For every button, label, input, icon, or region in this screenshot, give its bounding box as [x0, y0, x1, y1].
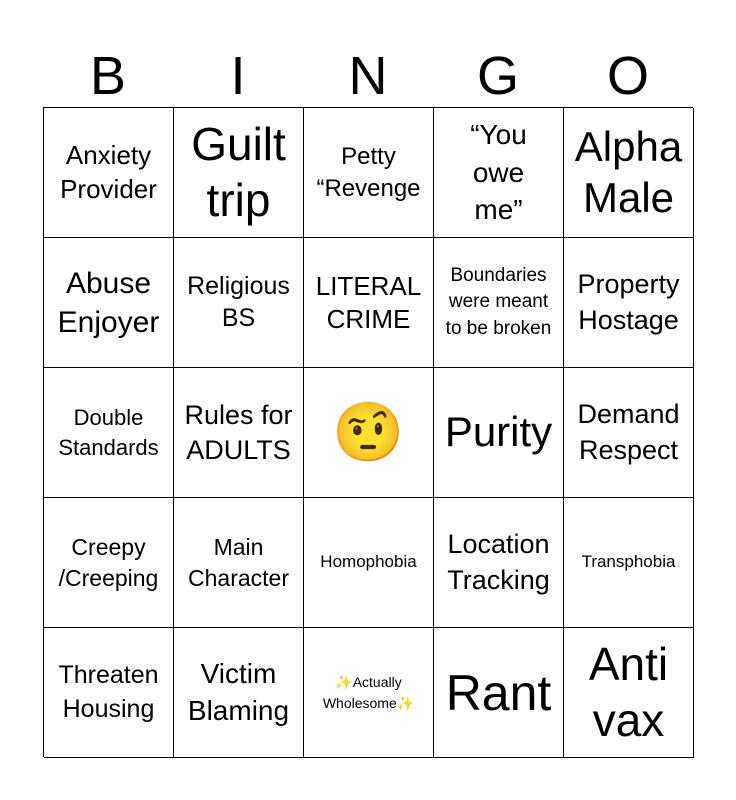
cell-label: Homophobia: [320, 552, 417, 572]
cell-label: Purity: [444, 408, 553, 456]
cell-label: “You owe me”: [470, 118, 527, 226]
bingo-cell[interactable]: [434, 238, 564, 368]
header-letter-i: I: [230, 46, 246, 106]
raised-eyebrow-emoji-icon: 🤨: [332, 399, 405, 465]
cell-label: Threaten Housing: [58, 661, 159, 723]
bingo-card: [43, 107, 693, 757]
bingo-cell[interactable]: [564, 108, 694, 238]
bingo-cell[interactable]: [434, 628, 564, 758]
bingo-cell[interactable]: [304, 108, 434, 238]
cell-label: Anti vax: [588, 638, 669, 746]
cell-label: Religious BS: [187, 272, 290, 332]
bingo-cell[interactable]: [304, 238, 434, 368]
bingo-header: [43, 46, 693, 106]
bingo-cell[interactable]: [174, 108, 304, 238]
cell-label: Double Standards: [58, 404, 159, 460]
cell-label: Abuse Enjoyer: [57, 266, 160, 339]
bingo-cell[interactable]: [434, 498, 564, 628]
bingo-cell[interactable]: [174, 628, 304, 758]
header-letter-n: N: [348, 46, 388, 106]
cell-label: Alpha Male: [574, 123, 683, 221]
bingo-cell[interactable]: [174, 238, 304, 368]
cell-label: Demand Respect: [577, 399, 680, 465]
bingo-cell[interactable]: [44, 238, 174, 368]
cell-label: Main Character: [188, 534, 289, 591]
bingo-cell[interactable]: [564, 628, 694, 758]
bingo-cell[interactable]: [44, 628, 174, 758]
header-letter-o: O: [606, 46, 649, 106]
cell-label: Anxiety Provider: [60, 139, 157, 204]
bingo-cell[interactable]: [304, 368, 434, 498]
cell-label: ✨Actually Wholesome✨: [322, 673, 415, 711]
cell-label: Boundaries were meant to be broken: [445, 265, 552, 339]
bingo-cell[interactable]: [304, 628, 434, 758]
bingo-cell[interactable]: [174, 498, 304, 628]
bingo-cell[interactable]: [564, 368, 694, 498]
bingo-cell[interactable]: [44, 108, 174, 238]
cell-label: Creepy /Creeping: [58, 534, 159, 591]
header-letter-b: B: [89, 46, 127, 106]
cell-label: Guilt trip: [191, 118, 286, 226]
cell-label: Petty “Revenge: [316, 143, 421, 202]
bingo-cell[interactable]: [564, 238, 694, 368]
cell-label: Rant: [445, 664, 552, 721]
cell-label: Victim Blaming: [187, 658, 290, 726]
cell-label: Rules for ADULTS: [184, 399, 293, 465]
bingo-cell[interactable]: [564, 498, 694, 628]
header-letter-g: G: [476, 46, 519, 106]
cell-label: Location Tracking: [447, 529, 550, 595]
bingo-cell[interactable]: [434, 108, 564, 238]
bingo-cell[interactable]: [304, 498, 434, 628]
cell-label: LITERAL CRIME: [315, 271, 422, 334]
bingo-cell[interactable]: [44, 368, 174, 498]
cell-label: Property Hostage: [577, 269, 680, 335]
cell-label: Transphobia: [581, 552, 676, 572]
bingo-cell[interactable]: [434, 368, 564, 498]
bingo-cell[interactable]: [44, 498, 174, 628]
bingo-cell[interactable]: [174, 368, 304, 498]
